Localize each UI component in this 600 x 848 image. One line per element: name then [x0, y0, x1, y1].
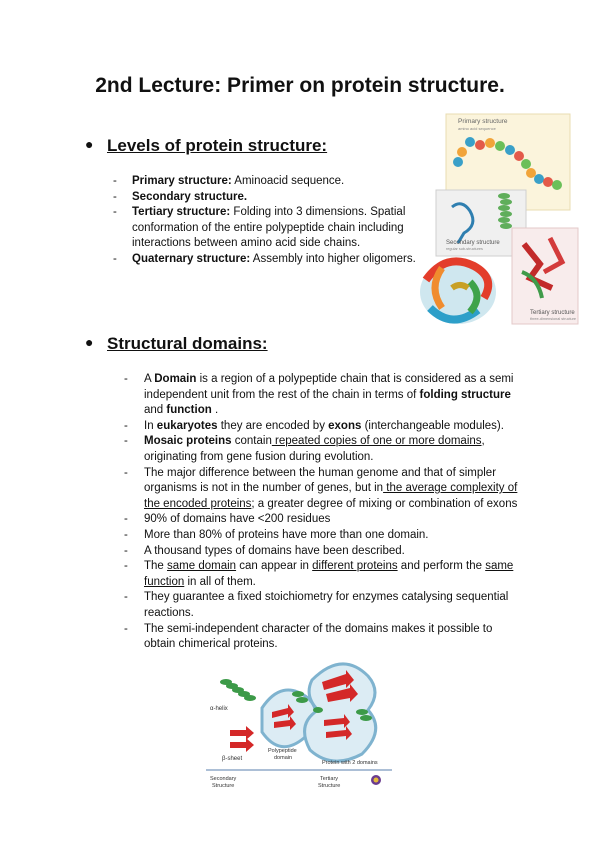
list-item: [124, 528, 519, 544]
tertiary-structure-label: Tertiary structure: [530, 310, 575, 316]
list-item: [124, 419, 519, 435]
item-term: Tertiary structure:: [132, 206, 231, 218]
domains-heading: [85, 334, 268, 354]
item-term: Secondary structure.: [132, 190, 248, 203]
tertiary-structure-sub: three-dimensional structure: [530, 317, 577, 321]
tertiary-structure-caption-2: Structure: [318, 783, 341, 789]
bullet-icon: ●: [85, 136, 94, 152]
beta-sheet-shape: [230, 726, 254, 752]
item-text: is a region of a polypeptide chain that is considered as a semi independent unit from the rest of the chain in terms of: [144, 373, 514, 401]
item-text: A: [144, 373, 155, 385]
list-item: [124, 372, 519, 419]
secondary-structure-caption: Secondary: [210, 776, 237, 782]
item-text: The semi-independent character of the domains makes it possible to obtain chimerical proteins.: [144, 622, 493, 651]
list-item: [113, 174, 433, 190]
list-item: [124, 622, 519, 653]
alpha-helix-label: α-helix: [210, 706, 228, 712]
list-item: [124, 512, 519, 528]
item-text: They guarantee a fixed stoichiometry for enzymes catalysing sequential reactions.: [144, 591, 509, 619]
domains-heading-text: Structural domains:: [107, 334, 268, 353]
item-text: Aminoacid sequence.: [231, 175, 345, 187]
alpha-helix-shape: [220, 679, 256, 701]
item-text: 90% of domains have <200 residues: [144, 513, 331, 526]
polypeptide-label: Polypeptide: [268, 748, 297, 754]
item-text: The major difference between the human genome and that of simpler organisms is not in the number of genes, but in: [144, 466, 497, 495]
underlined-text: same function: [144, 560, 514, 588]
primary-structure-label: Primary structure: [458, 118, 508, 125]
item-text: and perform the: [397, 560, 486, 573]
item-text: in all of them.: [184, 575, 256, 588]
item-text: ; a greater degree of mixing or combination of exons: [251, 497, 518, 510]
levels-list: [113, 174, 433, 267]
primary-structure-sub: amino acid sequence: [458, 126, 496, 131]
bold-term: Mosaic proteins: [144, 435, 232, 448]
bold-term: eukaryotes: [156, 419, 218, 432]
item-text: .: [211, 404, 219, 417]
list-item: [124, 466, 519, 513]
item-text: , originating from gene fusion during evolution.: [144, 435, 485, 463]
bullet-icon: ●: [85, 334, 94, 350]
secondary-structure-label: Secondary structure: [446, 240, 500, 246]
underlined-text: different proteins: [312, 560, 398, 573]
tertiary-structure-caption: Tertiary: [320, 776, 339, 782]
underlined-text: the average complexity of the encoded proteins: [144, 482, 518, 510]
secondary-structure-caption-2: Structure: [212, 783, 235, 789]
item-text: and: [144, 404, 167, 417]
levels-heading: [85, 136, 327, 156]
page-title: 2nd Lecture: Primer on protein structure.: [95, 74, 505, 97]
quaternary-structure-image: [420, 260, 496, 324]
protein-two-domains-label: Protein with 2 domains: [322, 760, 378, 766]
item-text: The: [144, 560, 168, 573]
item-term: Primary structure:: [132, 175, 232, 187]
item-term: Quaternary structure:: [132, 252, 251, 265]
item-text: Folding into 3 dimensions. Spatial conformation of the entire polypeptide chain including interactions between amino acid side chains.: [132, 206, 406, 249]
item-text: A thousand types of domains have been described.: [144, 544, 405, 557]
domains-list: [124, 372, 519, 653]
item-text: they are encoded by: [217, 419, 329, 432]
bold-term: exons: [328, 419, 362, 432]
underlined-text: same domain: [167, 560, 237, 573]
item-text: More than 80% of proteins have more than one domain.: [144, 528, 429, 541]
bold-term: function: [166, 404, 212, 417]
item-text: contain: [231, 435, 272, 448]
bold-term: Domain: [154, 373, 197, 385]
list-item: [124, 544, 519, 560]
beta-sheet-label: β-sheet: [222, 756, 243, 762]
list-item: [124, 434, 519, 465]
list-item: [124, 590, 519, 621]
underlined-text: repeated copies of one or more domains: [271, 435, 482, 448]
item-text: In: [144, 419, 157, 432]
levels-heading-text: Levels of protein structure:: [107, 136, 328, 155]
list-item: [124, 559, 519, 590]
list-item: [113, 205, 433, 252]
protein-levels-figure: [412, 112, 582, 328]
list-item: [113, 252, 433, 268]
secondary-structure-sub: regular sub-structures: [446, 247, 483, 251]
domain-label: domain: [274, 755, 293, 761]
item-text: Assembly into higher oligomers.: [250, 252, 416, 265]
list-item: [113, 190, 433, 206]
bold-term: folding structure: [419, 388, 511, 401]
item-text: can appear in: [236, 560, 313, 573]
item-text: (interchangeable modules).: [361, 419, 504, 432]
domain-figure: [200, 660, 400, 792]
